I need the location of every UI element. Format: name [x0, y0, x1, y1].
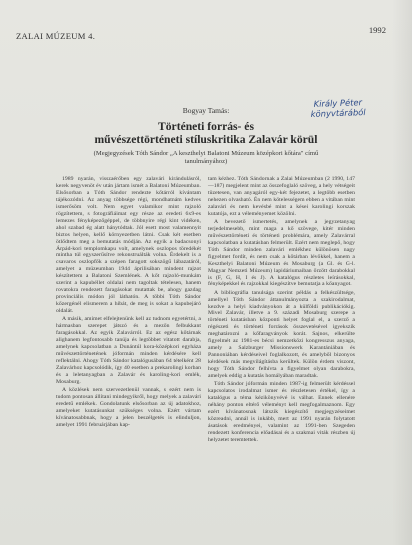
paragraph: tam kézhez. Tóth Sándornak a Zalai Múzeumban (2 1990, 147—187) megjelent mint az összefoglaló szöveg, a hely vétségeit tüzetesen, van anyagáról egy-két fejezetet, a legtöbb esetben nehezen olvasható. Én nem kötelességem ebben a vitában mint zalavári és nem kevésbé mint a kései karolingi korszak kutatója, ezt a véleményemet közölni. — [208, 176, 355, 217]
publication-year: 1992 — [368, 25, 386, 35]
paragraph: 1989 nyarán, visszaérőben egy zalavári kirándulásról, kerek negyvenöt év után jártam ismét a Balatoni Múzeumban. Elsősorban a Tóth Sándor rendezte kőtárról kívántam tájékozódni. Az anyag többsége régi, mondhatnám kedves ismerősöm volt. Nem egyet valamikor mint rajzoló rögzítettem, s fotográfiáimat egy része az eredeti 6x9-es lemezes fényképezőgéppel, de többnyire régi kint vidéken, ahol szabad ég alatt hánytódtak. Jól esett most valamennyit biztos helyen, kellő környezetben látni. Csak két esetben ötlődtem meg a bemutatás módján. Az egyik a badacsonyi Árpád-kori templomkapu volt, amelynek oszlopos töredékét mintha túl egyszerűsítve rekonstruálták volna. Érdekelt is a csavaros oszlopfők a szépen faragott sokszögű lábazatáról, amelyet a múzeumban 1944 áprilisában mindent rajzot készítettem a Balatoni Szemlének. A kőt rajzoló-munkám szerint a kapubéllet oldalai nem tagoltak tételesen, hanem rovatokra rendezett faragásokat mutattak be, ahogy gazdag provinciális módon jól láthatón. A többi Tóth Sándor kőzergénél elismerem a hibát, de meg is sokat a kapubejáró oldalát. — [56, 176, 201, 315]
stamp-line-2: könyvtárából — [310, 107, 366, 119]
text-column-right — [208, 176, 355, 445]
paragraph: A másik, amimet elfelejtenünk kell az tudnom egyetértni, a hármasban szerepet játszó és a mezőn felbukkant faragásokkal. Az egyik Zalavárról. Ez az egész kőtárnak alighanem legfontosabb tanúja és legtöbbet vitatott darabja, amelynek kapcsolatban a Dunántúl kora-középkori egyháza művészettörténetének jóformán minden kérdésére kell reflektálni. Ahogy Tóth Sándor katalógusában 64 tételként 28 Zalavárhoz kapcsolódik, így 40 esetben a prekarolingi korban és a leletanyagban a Zalavár és karoling-kori emlék, Mosaburg. — [56, 316, 201, 385]
title-line-1: Történeti forrás- és — [158, 120, 254, 133]
paragraph: A közlések nem szervezetlenül vannak, s ezért nem is tudom pontosan állítani mindegyikről, hogy melyek a zalavári eredetű emlékek. Gondolatunk elsősorban az új adatokhoz, amelyeket kutatásunkat szükséges volna. Ezért vártam kívánatosabbnak, hogy a jelen beszélgetés is elinduljon, amelyet 1991 februárjában kap- — [56, 386, 201, 428]
journal-header: ZALAI MÚZEUM 4. — [16, 31, 96, 41]
article-title — [0, 121, 412, 146]
paragraph: Tóth Sándor jóformán minden 1987-ig felmerült kérdéssel kapcsolatos irodalmat ismer és részletesen értékel, így a katalógus a téma kézikönyvévé is válhat. Ennek ellenére néhány ponton eltérő véleményt kell megfogalmaznom. Egy ezért kívánatosnak látszik kiegészítő megjegyzéseimet közreadni, annál is inkább, mert az 1991 nyarán folytatott ásatások eredményei, valamint az 1991-ben Szegeden rendezett konferencia előadásai és a szakmai viták részben új helyzetet teremtettek. — [208, 381, 355, 443]
paragraph: A bevezető ismertetés, amelynek a jegyzetanyag terjedelmesebb, mint maga a kő szövege, kitér minden művészettörténeti és történeti problémára, amely Zalavárral kapcsolatban a kutatásban felmerült. Ezért nem meglepő, hogy Tóth Sándor minden zalavári emlékhez különösen nagy figyelmet fordít, és nem csak a kőtárban lévőkkel, hanem a Keszthelyi Balatoni Múzeum és Mosaburg (a Gl. és G-l. Magyar Nemzeti Múzeum) lapidáriumaiban őrzött darabokkal is (F, G, H, I és J). A katalógus részletes leírásokkal, fényképekkel és rajzokkal kiegészítve bemutatja a kőanyagot. — [208, 218, 355, 288]
stamp-line-1: Király Péter — [313, 97, 363, 109]
text-column-left — [56, 176, 201, 430]
page-edge-shadow — [392, 0, 412, 545]
paragraph: A bibliográfia tanulsága szerint példás a felkészültsége, amellyel Tóth Sándor áttanulmányozta a szakirodalmat, kezdve a helyi kiadványokon át a külföldi publikációkig. Mivel Zalavár, illetve a 9. századi Mosaburg szerepe a történeti kutatásban központi helyet foglal el, a szerző a régészeti és történeti források összevetésével igyekszik meghatározni a kőfaragványok korát. Sajnos, elkerülte figyelmét az 1981-es bécsi nemzetközi kongresszus anyaga, amely a Salzburger Missionswerk Karantániában és Pannoniában kérdéseivel foglalkozott, és amelyből bizonyos kérdések más megvilágításba kerültek. Külön érdem viszont, hogy Tóth Sándor felhívta a figyelmet olyan darabokra, amelyek eddig a kutatás homályában maradtak. — [208, 289, 355, 380]
title-line-2: művészettörténeti stíluskritika Zalavár körül — [94, 132, 318, 146]
article-subtitle: (Megjegyzések Tóth Sándor „A keszthelyi Balatoni Múzeum középkori kőtára" című tanulmányához) — [93, 150, 319, 165]
article-author: Bogyay Tamás: — [182, 106, 230, 115]
